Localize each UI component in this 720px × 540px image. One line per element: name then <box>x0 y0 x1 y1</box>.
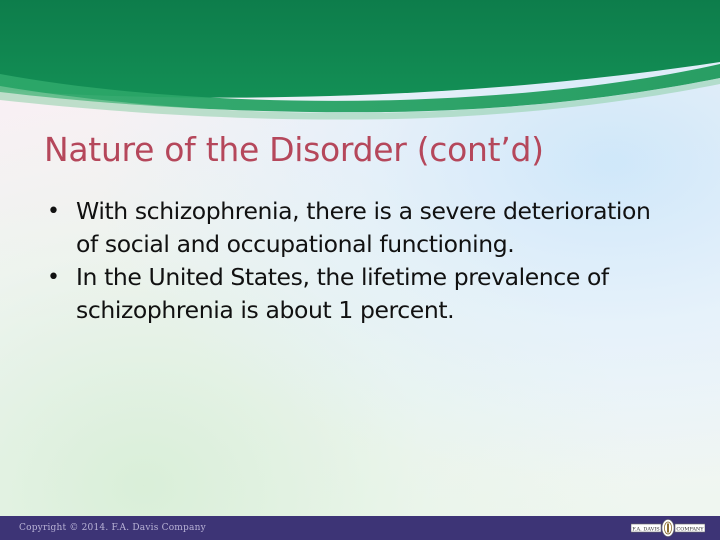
bullet-list <box>44 195 674 327</box>
logo-right-text: COMPANY <box>676 526 704 533</box>
bullet-text: In the United States, the lifetime prevalence of schizophrenia is about 1 percent. <box>76 263 609 324</box>
bullet-marker: • <box>47 265 60 290</box>
header-wave-band <box>0 0 720 130</box>
bullet-item <box>44 261 674 327</box>
logo-left-text: F.A. DAVIS <box>632 526 660 533</box>
copyright-text: Copyright © 2014. F.A. Davis Company <box>19 523 206 533</box>
bullet-marker: • <box>47 199 60 224</box>
header-band-shape <box>0 0 720 98</box>
bullet-text: With schizophrenia, there is a severe deterioration of social and occupational functioning. <box>76 197 651 258</box>
footer-bar <box>0 516 720 540</box>
publisher-logo <box>631 519 705 537</box>
bullet-item <box>44 195 674 261</box>
publisher-emblem-icon <box>662 520 674 537</box>
slide-title: Nature of the Disorder (cont’d) <box>44 130 544 169</box>
